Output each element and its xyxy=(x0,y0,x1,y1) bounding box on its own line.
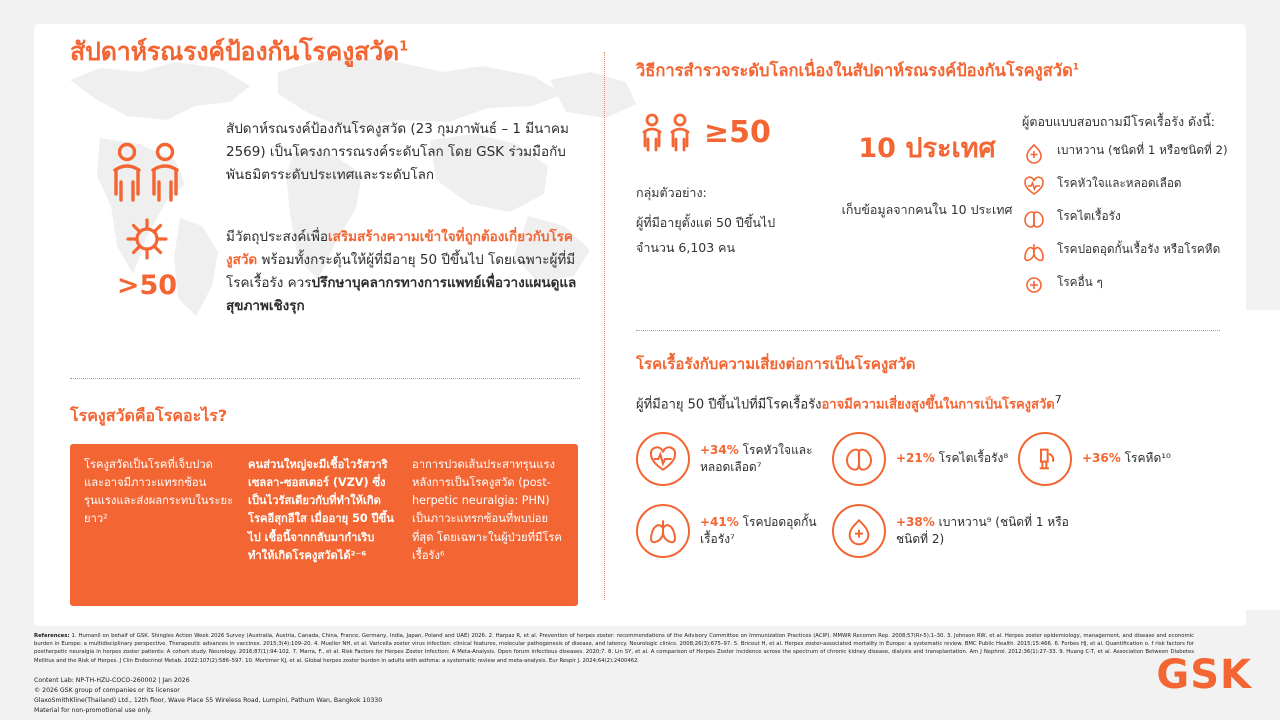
survey-summary-row xyxy=(636,112,1236,307)
page-title-superscript: 1 xyxy=(399,39,408,55)
diabetes-icon xyxy=(832,504,886,558)
info-box-column-1: โรคงูสวัดเป็นโรคที่เจ็บปวด และอาจมีภาวะแทรกซ้อนรุนแรงและส่งผลกระทบในระยะยาว² xyxy=(84,458,234,526)
risk-label: โรคหืด¹⁰ xyxy=(1124,451,1171,466)
purpose-text-d: ปรึกษาบุคลากรทางการแพทย์เพื่อวางแผนดูแลสุขภาพเชิงรุก xyxy=(226,275,577,315)
risk-label: เบาหวาน⁹ (ชนิดที่ 1 หรือชนิดที่ 2) xyxy=(896,514,1069,546)
two-people-small-icon xyxy=(636,112,702,152)
risk-items-grid xyxy=(636,432,1226,576)
risk-text xyxy=(700,514,832,548)
references-text: 1. Humanll on behalf of GSK. Shingles Action Week 2026 Survey (Australia, Austria, Canada, China, France, Germany, India, Japan, Poland and UAE) 2026. 2. Harpaz R, et al. Prevention of herpes zoster: recommendations of the Advisory Committee on Immunization Practices (ACIP). MMWR Recomm Rep. 2008;57(Rr-5):1–30. 3. Johnson RW, et al. Herpes zoster epidemiology, management, and disease and economic burden in Europe: a multidisciplinary perspective. Therapeutic advances in vaccines. 2015;3(4):109–20. 4. Mueller NH, et al. Varicella zoster virus infection: clinical features, molecular pathogenesis of disease, and latency. Neurologic clinics. 2008;26(3):675–97. 5. Bricout H, et al. Herpes zoster-associated mortality in Europe: a systematic review. BMC Public Health. 2015;15:466. 6. Forbes HJ, et al. Quantification o. f risk factors for postherpetic neuralgia in herpes zoster patients: A cohort study. Neurology. 2016;87(1):94-102. 7. Marra, F., et al. Risk Factors for Herpes Zoster Infection: A Meta-Analysis. Open forum infectious diseases. 2020;7. 8. Lin SY, et al. A comparison of Herpes Zoster incidence across the spectrum of chronic kidney disease, dialysis and transplantation. Am J Nephrol. 2012:36(1):27–33. 9. Huang C-T, et al. Association Between Diabetes Mellitus and the Risk of Herpes. J Clin Endocrinol Metab. 2022;107(2):586–597. 10. Mortimer KJ, et al. Global herpes zoster burden in adults with asthma: a systematic review and meta-analysis. Eur Respir J. 2024;64(2):2400462. xyxy=(34,633,1194,664)
risk-percent: +34% xyxy=(700,442,739,457)
risk-percent: +36% xyxy=(1082,451,1121,466)
purpose-text-b: เสริมสร้างความเข้าใจที่ถูกต้องเกี่ยวกับโรคงูสวัด xyxy=(226,228,573,268)
heart-vessel-icon xyxy=(636,432,690,486)
page-title-text: สัปดาห์รณรงค์ป้องกันโรคงูสวัด xyxy=(70,37,400,66)
risk-item-diabetes xyxy=(832,504,1082,558)
risk-text xyxy=(1082,450,1171,467)
survey-method-title-superscript: 1 xyxy=(1072,62,1080,73)
risk-lead-a: ผู้ที่มีอายุ 50 ปีขึ้นไปที่มีโรคเรื้อรัง xyxy=(636,397,822,413)
condition-item-lungs xyxy=(1022,241,1236,265)
legal-block xyxy=(34,676,382,716)
purpose-text-c: พร้อมทั้งกระตุ้นให้ผู้ที่มีอายุ 50 ปีขึ้นไป โดยเฉพาะผู้ที่มีโรคเรื้อรัง ควร xyxy=(226,251,576,292)
sample-detail-line2: จำนวน 6,103 คน xyxy=(636,240,736,256)
info-box-column-3: อาการปวดเส้นประสาทรุนแรงหลังการเป็นโรคงูสวัด (post-herpetic neuralgia: PHN) เป็นภาวะแทรกซ้อนที่พบบ่อยที่สุด โดยเฉพาะในผู้ป่วยที่มีโรคเรื้อรัง⁶ xyxy=(412,458,562,562)
condition-label: โรคปอดอุดกั้นเรื้อรัง หรือโรคหืด xyxy=(1057,242,1221,256)
right-divider xyxy=(636,330,1220,331)
lungs-icon xyxy=(636,504,690,558)
two-people-icon xyxy=(97,140,197,208)
survey-method-title xyxy=(636,58,1216,84)
survey-sample-block xyxy=(636,112,832,307)
purpose-text-a: มีวัตถุประสงค์เพื่อ xyxy=(226,228,328,245)
info-box-column-2: คนส่วนใหญ่จะมีเชื้อไวรัสวาริเซลลา-ซอสเตอร์ (VZV) ซึ่งเป็นไวรัสเดียวกับที่ทำให้เกิดโรคอีสุกอีใส เมื่ออายุ 50 ปีขึ้นไป เชื้อนี้จากกลับมากำเริบทำให้เกิดโรคงูสวัดได้²⁻⁶ xyxy=(248,458,394,562)
lungs-icon xyxy=(1022,241,1048,265)
age-label: >50 xyxy=(116,270,178,301)
asthma-icon xyxy=(1018,432,1072,486)
risk-lead-text xyxy=(636,393,1062,414)
references-label: References: xyxy=(34,633,70,639)
references-block xyxy=(34,632,1194,665)
risk-item-kidney xyxy=(832,432,1018,486)
legal-line-4: Material for non-promotional use only. xyxy=(34,707,152,715)
risk-label: โรคหัวใจและหลอดเลือด⁷ xyxy=(700,442,813,474)
diabetes-icon xyxy=(1022,142,1048,166)
left-divider xyxy=(70,378,580,379)
page-title xyxy=(70,36,580,67)
other-icon xyxy=(1022,274,1048,298)
condition-label: โรคไตเรื้อรัง xyxy=(1057,209,1121,223)
condition-label: เบาหวาน (ชนิดที่ 1 หรือชนิดที่ 2) xyxy=(1057,143,1228,157)
condition-label: โรคอื่น ๆ xyxy=(1057,275,1103,289)
gsk-logo: GSK xyxy=(1156,652,1252,698)
risk-item-copd xyxy=(636,504,832,558)
right-column xyxy=(636,58,1216,84)
virus-icon xyxy=(120,212,174,266)
risk-item-asthma xyxy=(1018,432,1218,486)
risk-label: โรคไตเรื้อรัง⁸ xyxy=(938,451,1009,466)
risk-percent: +38% xyxy=(896,514,935,529)
condition-item-cardiovascular xyxy=(1022,175,1236,199)
intro-paragraph: สัปดาห์รณรงค์ป้องกันโรคงูสวัด (23 กุมภาพันธ์ – 1 มีนาคม 2569) เป็นโครงการรณรงค์ระดับโลก โดย GSK ร่วมมือกับพันธมิตรระดับประเทศและระดับโลก xyxy=(226,121,569,184)
left-column xyxy=(70,36,580,67)
section-title-what-is-shingles: โรคงูสวัดคือโรคอะไร? xyxy=(70,406,228,425)
condition-item-diabetes xyxy=(1022,142,1236,166)
sample-detail-line1: ผู้ที่มีอายุตั้งแต่ 50 ปีขึ้นไป xyxy=(636,215,776,231)
column-divider xyxy=(604,52,605,600)
survey-countries-block xyxy=(832,112,1022,307)
survey-method-title-text: วิธีการสำรวจระดับโลกเนื่องในสัปดาห์รณรงค์ป้องกันโรคงูสวัด xyxy=(636,61,1073,80)
left-body-text xyxy=(226,118,581,319)
risk-item-cardiovascular xyxy=(636,432,832,486)
survey-conditions-block xyxy=(1022,112,1236,307)
age-threshold-value: ≥50 xyxy=(704,114,771,150)
people-over-50-icon-group xyxy=(92,140,202,301)
countries-note: เก็บข้อมูลจากคนใน 10 ประเทศ xyxy=(841,202,1013,217)
legal-line-2: © 2026 GSK group of companies or its licensor xyxy=(34,687,180,695)
risk-label: โรคปอดอุดกั้นเรื้อรัง⁷ xyxy=(700,514,817,546)
countries-count: 10 ประเทศ xyxy=(858,133,996,164)
risk-percent: +41% xyxy=(700,514,739,529)
legal-line-3: GlaxoSmithKline(Thailand) Ltd., 12th floor, Wave Place 55 Wireless Road, Lumpini, Pathum Wan, Bangkok 10330 xyxy=(34,697,383,705)
legal-line-1: Content Lab: NP-TH-HZU-COCO-260002 | Jan 2026 xyxy=(34,677,190,684)
risk-percent: +21% xyxy=(896,451,935,466)
shingles-info-box xyxy=(70,444,578,606)
risk-lead-b: อาจมีความเสี่ยงสูงขึ้นในการเป็นโรคงูสวัด xyxy=(821,397,1055,413)
kidney-icon xyxy=(1022,208,1048,232)
risk-text xyxy=(896,514,1082,548)
risk-text xyxy=(896,450,1008,467)
risk-lead-superscript: 7 xyxy=(1054,393,1062,406)
purpose-paragraph xyxy=(226,226,581,319)
kidney-icon xyxy=(832,432,886,486)
sample-group-label: กลุ่มตัวอย่าง: xyxy=(636,185,707,200)
condition-label: โรคหัวใจและหลอดเลือด xyxy=(1057,176,1182,190)
age-threshold-group xyxy=(636,112,832,152)
conditions-heading: ผู้ตอบแบบสอบถามมีโรคเรื้อรัง ดังนี้: xyxy=(1022,114,1215,129)
heart-vessel-icon xyxy=(1022,175,1048,199)
condition-item-kidney xyxy=(1022,208,1236,232)
risk-text xyxy=(700,442,832,476)
risk-section-title: โรคเรื้อรังกับความเสี่ยงต่อการเป็นโรคงูสวัด xyxy=(636,355,916,373)
condition-item-other xyxy=(1022,274,1236,298)
